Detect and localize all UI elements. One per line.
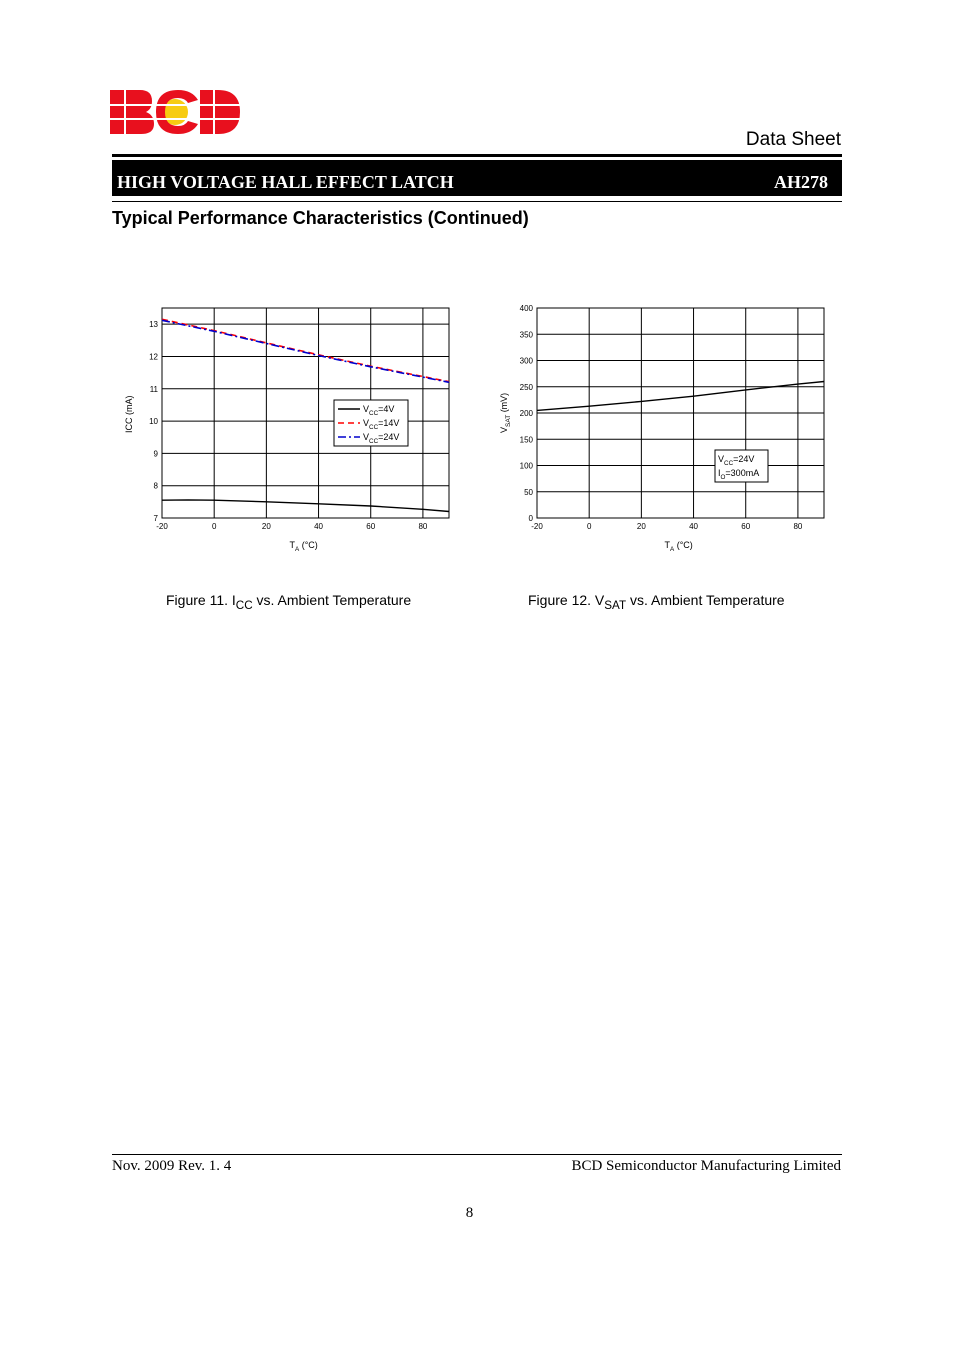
y-tick-label: 400	[519, 304, 533, 313]
y-axis-label-group	[499, 393, 512, 433]
page-number: 8	[465, 1205, 474, 1221]
x-tick-label: 80	[793, 522, 803, 531]
chart-vsat-vs-temp	[485, 290, 845, 560]
header-rule	[112, 154, 842, 157]
legend-entry-0: $V_{CC}=4V$	[363, 404, 395, 417]
header-rule-thin	[112, 201, 842, 202]
y-tick-label: 9	[153, 449, 158, 459]
annotation-line-1: $I_O=300mA$	[718, 468, 760, 481]
y-tick-label: 300	[519, 356, 533, 366]
bcd-logo	[108, 88, 242, 136]
y-tick-label: 11	[149, 384, 158, 394]
y-tick-label: 13	[149, 320, 158, 330]
x-axis-label: $T_A$ (°C)	[664, 540, 693, 553]
footer-rule	[112, 1154, 842, 1155]
annotation-line-0: $V_{CC}=24V$	[718, 454, 755, 467]
doc-title: HIGH VOLTAGE HALL EFFECT LATCH	[117, 172, 454, 192]
footer-date-rev: Nov. 2009 Rev. 1. 4	[112, 1158, 232, 1174]
y-tick-label: 350	[519, 330, 533, 340]
y-tick-label: 150	[519, 435, 533, 445]
y-tick-label: 0	[528, 514, 533, 523]
y-tick-label: 7	[153, 514, 158, 523]
y-tick-label: 250	[519, 382, 533, 392]
doc-type-label: Data Sheet	[745, 129, 841, 150]
x-tick-label: 40	[314, 522, 323, 531]
x-tick-label: -20	[156, 522, 168, 531]
x-tick-label: -20	[531, 522, 543, 531]
section-title: Typical Performance Characteristics (Continued)	[112, 208, 529, 228]
series-line-2	[162, 320, 449, 382]
title-bar	[112, 160, 842, 196]
x-tick-label: 80	[418, 522, 428, 531]
series-line-0	[537, 382, 824, 411]
figure-12-caption: Figure 12. $V_{SAT}$ vs. Ambient Temperature	[528, 592, 785, 612]
chart-icc-vs-temp	[110, 290, 470, 560]
y-axis-label-group	[124, 396, 134, 434]
x-axis-label: $T_A$ (°C)	[289, 540, 318, 553]
footer-company: BCD Semiconductor Manufacturing Limited	[571, 1158, 841, 1174]
x-tick-label: 20	[261, 522, 271, 531]
y-tick-label: 8	[153, 481, 158, 491]
x-tick-label: 0	[586, 522, 592, 531]
y-tick-label: 200	[519, 409, 533, 418]
x-tick-label: 40	[689, 522, 698, 531]
logo-letter-d	[200, 90, 240, 134]
legend-entry-2: $V_{CC}=24V$	[363, 432, 400, 445]
figure-11-caption: Figure 11. $I_{CC}$ vs. Ambient Temperature	[166, 592, 412, 612]
x-tick-label: 60	[366, 522, 376, 531]
y-tick-label: 12	[149, 352, 158, 362]
y-axis-label: $V_{SAT}$ (mV)	[499, 392, 512, 433]
y-tick-label: 50	[524, 487, 533, 497]
x-tick-label: 0	[211, 522, 217, 531]
y-tick-label: 10	[149, 417, 158, 427]
legend-entry-1: $V_{CC}=14V$	[363, 418, 400, 431]
logo-letter-b	[110, 90, 154, 134]
part-number: AH278	[774, 172, 828, 192]
y-tick-label: 100	[519, 461, 533, 471]
x-tick-label: 60	[741, 522, 751, 531]
x-tick-label: 20	[636, 522, 646, 531]
series-line-0	[162, 500, 449, 512]
y-axis-label: ICC (mA)	[124, 395, 134, 433]
